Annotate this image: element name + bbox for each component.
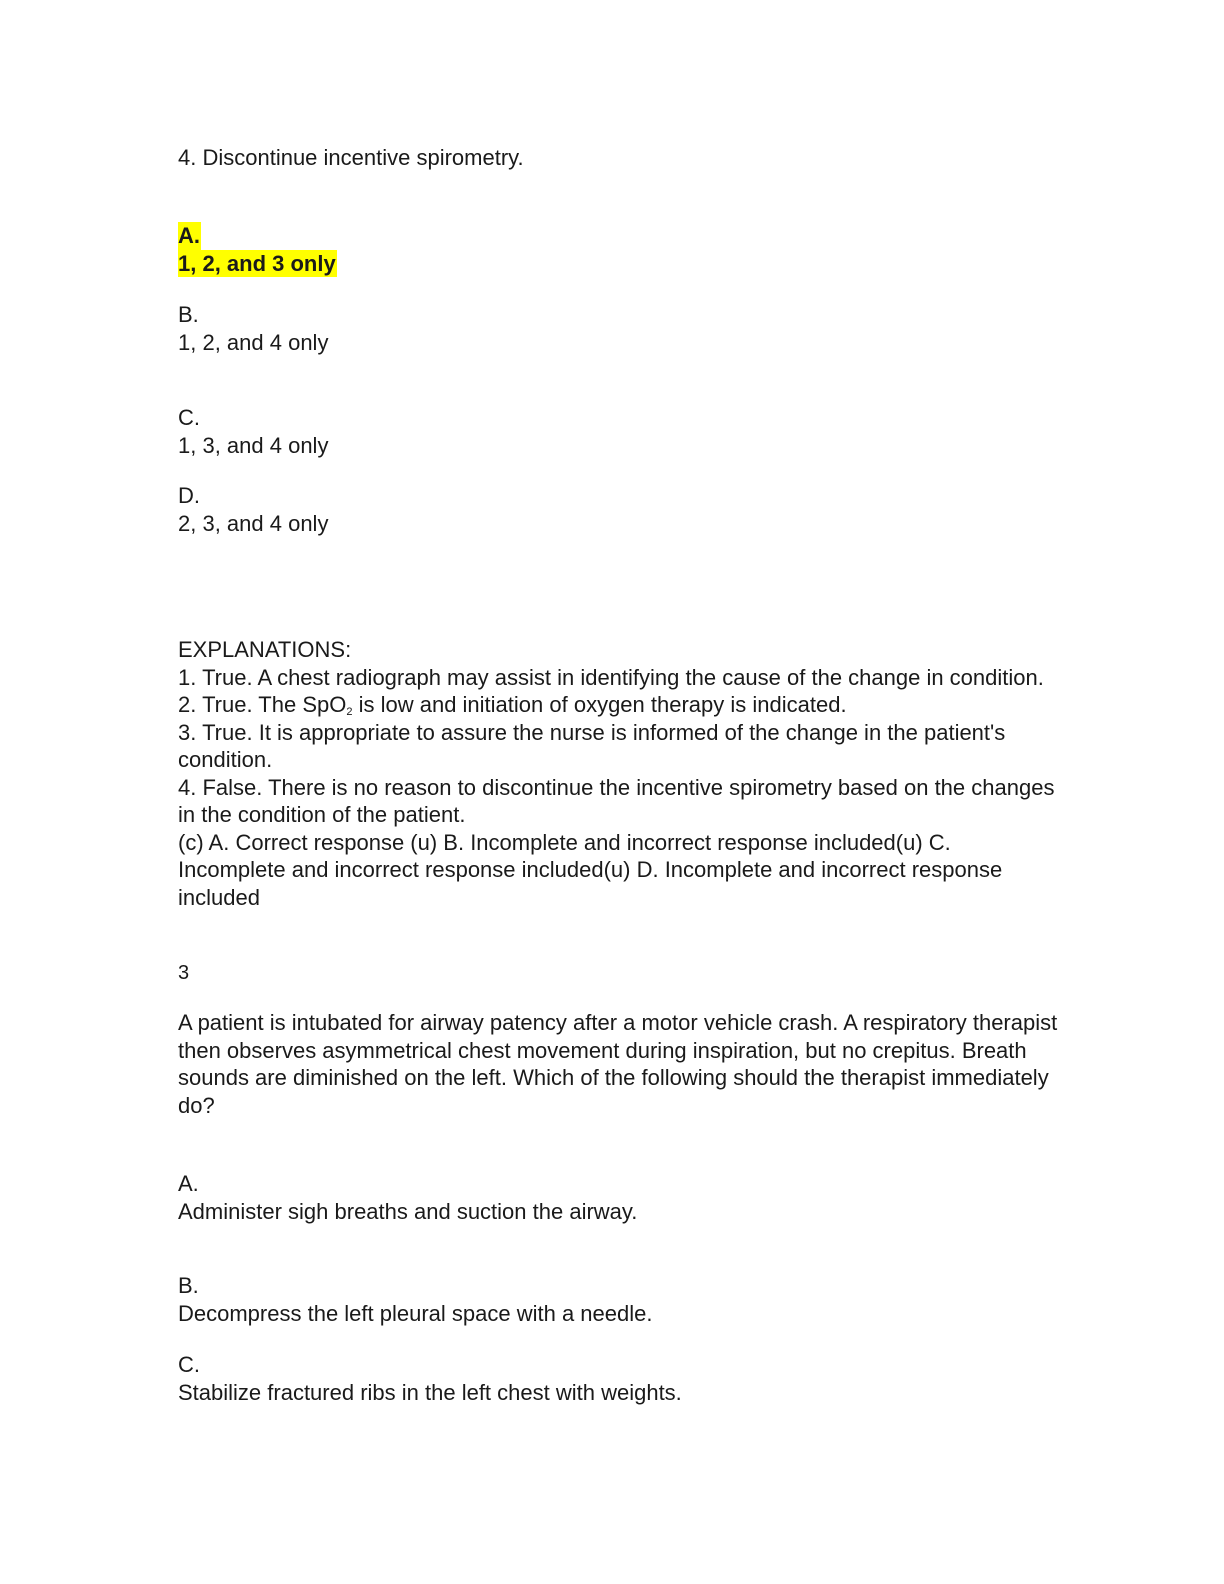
explanation-1: 1. True. A chest radiograph may assist in identifying the cause of the change in condition. xyxy=(178,664,1044,690)
q3-option-b xyxy=(178,1272,1058,1327)
response-key: (c) A. Correct response (u) B. Incomplete and incorrect response included(u) C. Incomplete and incorrect response included(u) D. Incomplete and incorrect response included xyxy=(178,829,1003,910)
explanation-2 xyxy=(178,691,1058,719)
option-d-text: 2, 3, and 4 only xyxy=(178,510,329,536)
explanation-3: 3. True. It is appropriate to assure the nurse is informed of the change in the patient's condition. xyxy=(178,719,1006,772)
q3-option-c xyxy=(178,1351,1058,1406)
option-a-letter: A. xyxy=(178,223,200,248)
option-d xyxy=(178,482,1058,537)
question-stem xyxy=(178,1009,1058,1119)
q3-option-a-letter: A. xyxy=(178,1171,199,1196)
question-stem-text: A patient is intubated for airway patency after a motor vehicle crash. A respiratory therapist then observes asymmetrical chest movement during inspiration, but no crepitus. Breath sounds are diminished on the left. Which of the following should the therapist immediately do? xyxy=(178,1010,1058,1118)
q3-option-b-text: Decompress the left pleural space with a needle. xyxy=(178,1300,653,1326)
q3-option-a-text: Administer sigh breaths and suction the airway. xyxy=(178,1198,638,1224)
statement-4-text: 4. Discontinue incentive spirometry. xyxy=(178,145,524,170)
explanation-2-before: 2. True. The SpO xyxy=(178,692,347,717)
option-c-letter: C. xyxy=(178,405,200,430)
q3-option-c-letter: C. xyxy=(178,1352,200,1377)
option-a-text: 1, 2, and 3 only xyxy=(178,250,336,276)
question-number-text: 3 xyxy=(178,962,190,984)
explanation-4: 4. False. There is no reason to discontinue the incentive spirometry based on the changes in the condition of the patient. xyxy=(178,774,1055,827)
q3-option-b-letter: B. xyxy=(178,1273,199,1298)
option-b xyxy=(178,301,1058,356)
explanations-block xyxy=(178,636,1058,911)
option-c-text: 1, 3, and 4 only xyxy=(178,432,329,458)
question-number xyxy=(178,960,1058,988)
option-b-text: 1, 2, and 4 only xyxy=(178,329,329,355)
option-b-letter: B. xyxy=(178,302,199,327)
q3-option-a xyxy=(178,1170,1058,1225)
explanation-2-subscript: 2 xyxy=(346,706,353,718)
explanations-heading: EXPLANATIONS: xyxy=(178,637,352,662)
statement-4 xyxy=(178,144,1058,172)
explanation-2-after: is low and initiation of oxygen therapy is indicated. xyxy=(352,692,847,717)
option-a-correct xyxy=(178,222,1058,277)
option-d-letter: D. xyxy=(178,483,200,508)
option-c xyxy=(178,404,1058,459)
q3-option-c-text: Stabilize fractured ribs in the left chest with weights. xyxy=(178,1379,682,1405)
